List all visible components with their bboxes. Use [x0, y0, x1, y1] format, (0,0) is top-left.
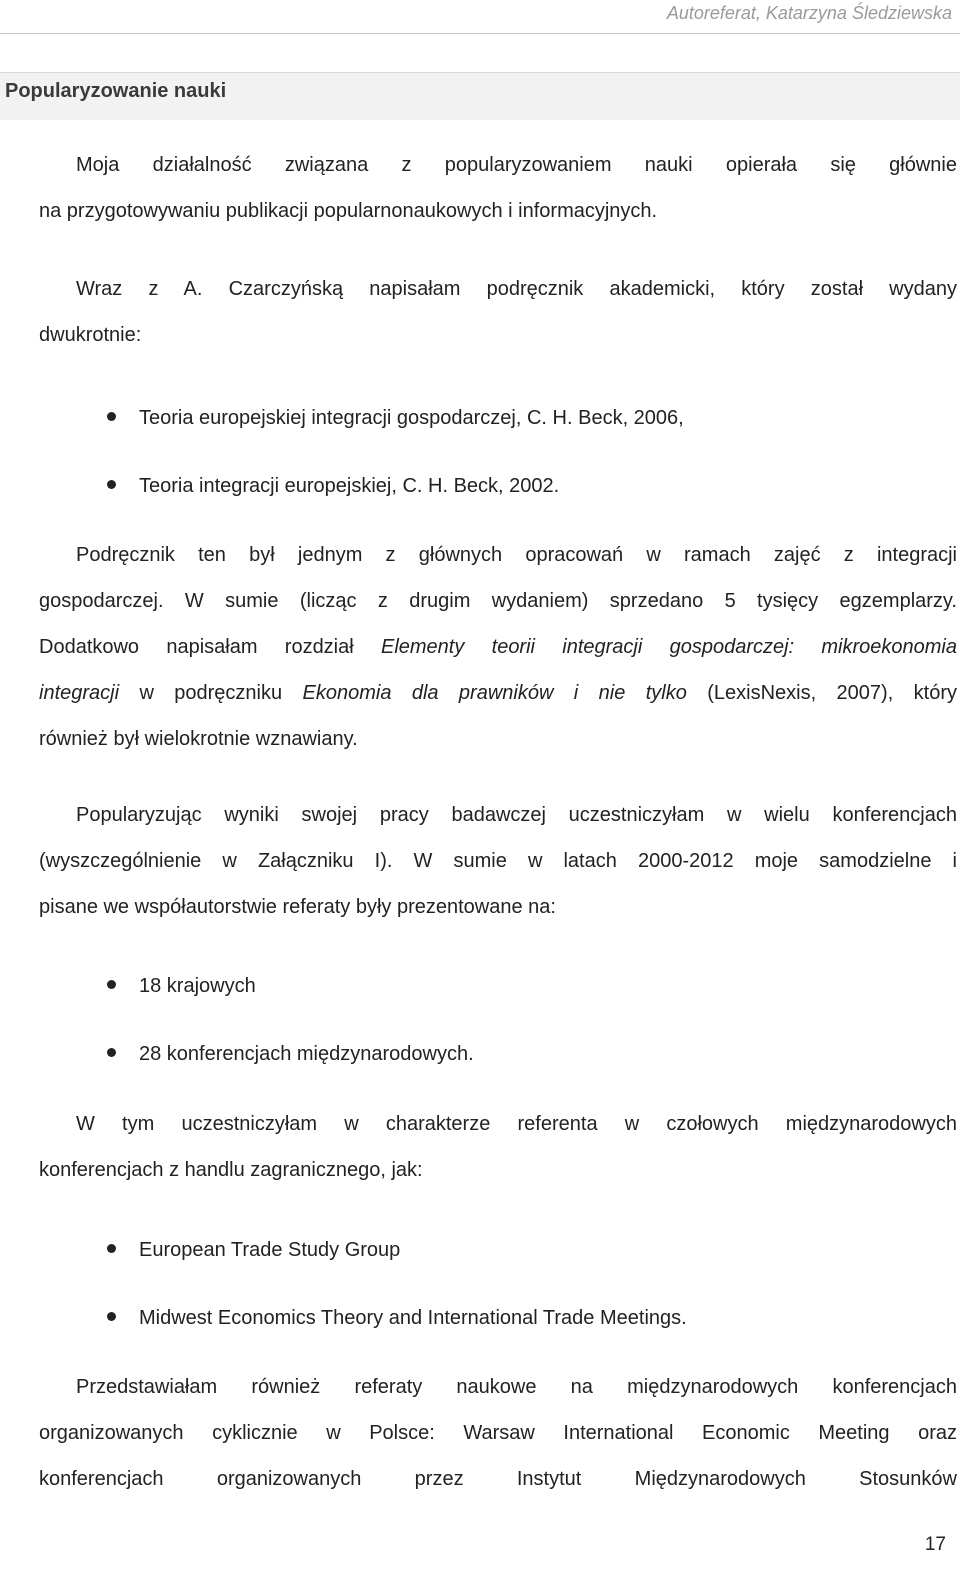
text-line: również był wielokrotnie wznawiany.	[39, 728, 358, 750]
list-item-text: European Trade Study Group	[139, 1239, 401, 1261]
list-item-book	[107, 398, 684, 438]
text-line: W tym uczestniczyłam w charakterze referenta w czołowych międzynarodowych	[76, 1113, 957, 1135]
bullet-icon	[107, 480, 116, 489]
bullet-icon	[107, 412, 116, 421]
text-line: Moja działalność związana z popularyzowaniem nauki opierała się głównie	[76, 154, 957, 176]
chapter-title: integracji	[39, 682, 120, 704]
text-line: konferencjach z handlu zagranicznego, jak:	[39, 1159, 423, 1181]
paragraph-conferences	[39, 792, 957, 930]
text-line: pisane we współautorstwie referaty były prezentowane na:	[39, 896, 556, 918]
list-item-text: Teoria europejskiej integracji gospodarczej, C. H. Beck, 2006,	[139, 407, 684, 429]
list-item-text: 18 krajowych	[139, 975, 256, 997]
list-item-text: 28 konferencjach międzynarodowych.	[139, 1043, 474, 1065]
text-line: dwukrotnie:	[39, 324, 142, 346]
text-line: (wyszczególnienie w Załączniku I). W sumie w latach 2000-2012 moje samodzielne i	[39, 850, 957, 872]
list-item-conference	[107, 966, 256, 1006]
paragraph-referent	[39, 1101, 957, 1193]
book-title: Ekonomia dla prawników i nie tylko	[302, 682, 687, 704]
text-line: Wraz z A. Czarczyńską napisałam podręcznik akademicki, który został wydany	[76, 278, 957, 300]
paragraph-textbook-details	[39, 532, 957, 762]
text-line: gospodarczej. W sumie (licząc z drugim wydaniem) sprzedano 5 tysięcy egzemplarzy.	[39, 590, 957, 612]
header-rule	[0, 33, 960, 34]
list-item-intl-conference	[107, 1230, 400, 1270]
bullet-icon	[107, 1312, 116, 1321]
section-heading-bar	[0, 72, 960, 120]
list-item-book	[107, 466, 559, 506]
list-item-intl-conference	[107, 1298, 687, 1338]
list-item-conference	[107, 1034, 474, 1074]
list-item-text: Midwest Economics Theory and International Trade Meetings.	[139, 1307, 687, 1329]
list-item-text: Teoria integracji europejskiej, C. H. Beck, 2002.	[139, 475, 560, 497]
text-line: Przedstawiałam również referaty naukowe na międzynarodowych konferencjach	[76, 1376, 957, 1398]
bullet-icon	[107, 1048, 116, 1057]
text-line: na przygotowywaniu publikacji popularnonaukowych i informacyjnych.	[39, 200, 658, 222]
text-line: Dodatkowo napisałam rozdział Elementy teorii integracji gospodarczej: mikroekonomia	[39, 636, 957, 658]
running-header: Autoreferat, Katarzyna Śledziewska	[666, 3, 952, 23]
text-line: organizowanych cyklicznie w Polsce: Warsaw International Economic Meeting oraz	[39, 1422, 957, 1444]
bullet-icon	[107, 1244, 116, 1253]
paragraph-popularization	[39, 142, 957, 234]
section-title: Popularyzowanie nauki	[5, 80, 227, 102]
text-line: Podręcznik ten był jednym z głównych opracowań w ramach zajęć z integracji	[76, 544, 957, 566]
text-line: Popularyzując wyniki swojej pracy badawczej uczestniczyłam w wielu konferencjach	[76, 804, 957, 826]
paragraph-poland-conferences	[39, 1364, 957, 1502]
paragraph-textbook	[39, 266, 957, 358]
text-line: konferencjach organizowanych przez Instytut Międzynarodowych Stosunków	[39, 1468, 957, 1490]
bullet-icon	[107, 980, 116, 989]
text-line: integracji w podręczniku Ekonomia dla prawników i nie tylko (LexisNexis, 2007), który	[39, 682, 957, 704]
chapter-title: Elementy teorii integracji gospodarczej: mikroekonomia	[380, 636, 957, 658]
page-number: 17	[924, 1534, 946, 1555]
